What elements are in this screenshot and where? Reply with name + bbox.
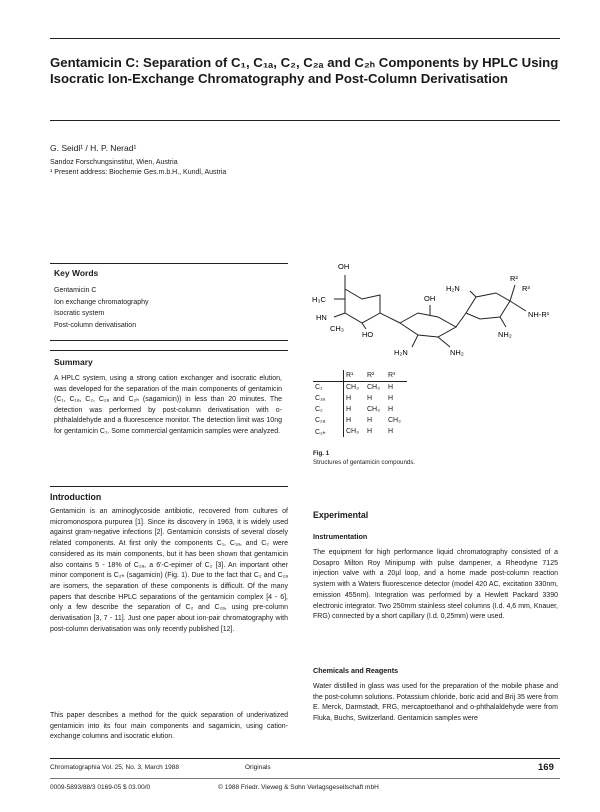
label-nhr1: NH-R¹: [528, 310, 550, 319]
footer-journal: Chromatographia Vol. 25, No. 3, March 1988: [50, 764, 179, 771]
table-cell: H: [346, 406, 352, 413]
footer-rule: [50, 758, 560, 759]
figure-caption-label: Fig. 1: [313, 450, 330, 457]
table-cell: C₂ₐ: [313, 415, 344, 426]
table-header-cell: [313, 370, 344, 382]
table-row: [313, 404, 407, 415]
table-row: [313, 382, 407, 394]
footer-rule-bottom: [50, 778, 560, 779]
label-hn: HN: [316, 313, 327, 322]
figure-caption: [313, 450, 563, 467]
table-cell: H: [366, 428, 373, 435]
label-oh-top: OH: [338, 262, 350, 271]
table-cell: H: [346, 417, 352, 424]
table-header-cell: R²: [365, 370, 386, 382]
gentamicin-structure-diagram: [300, 255, 570, 370]
present-address: ¹ Present address: Biochemie Ges.m.b.H., Kundl, Austria: [50, 169, 227, 176]
table-cell: H: [366, 417, 373, 424]
label-oh-mid: OH: [424, 294, 436, 303]
substituent-table-wrap: [313, 370, 407, 437]
table-header-row: [313, 370, 407, 382]
keyword-item: Isocratic system: [54, 310, 105, 317]
table-cell: CH₃: [346, 384, 359, 391]
summary-text: A HPLC system, using a strong cation exchanger and isocratic elution, was developed for the separation of the main components of gentamicin (C₁, C₁ₐ, C₂, C₂ₐ and C₂ₕ (sagamicin)) in less than 20 minutes. The detection was performed by post-column derivatisation with o-phthalaldehyde and a fluorescence monitor. The detection limit was 10ng for gentamicin C₁. Some commercial gentamicin samples were analyzed.: [54, 375, 282, 435]
table-cell: CH₃: [387, 417, 401, 424]
table-cell: H: [366, 395, 373, 402]
table-cell: CH₃: [366, 406, 380, 413]
footer-type: Originals: [245, 764, 271, 771]
table-cell: H: [346, 395, 352, 402]
introduction-p2: This paper describes a method for the quick separation of underivatized gentamicin into its four main components and sagamicin, using cation-exchange columns and isocratic elution.: [50, 712, 288, 741]
table-cell: H: [387, 406, 393, 413]
table-header-cell: R¹: [344, 370, 365, 382]
introduction-p1: Gentamicin is an aminoglycoside antibiotic, recovered from cultures of micromonospora purpurea [1]. Since its discovery in 1963, it is widely used against gram-negative infections [2]. Gentamicin consists of several closely related components. At first only the components C₁, C₁ₐ, and C₂ were considered as its main components, but it has been shown that gentamicin also contains 5 - 18% of C₂ₐ, a 6'-C-epimer of C₂ [3]. An important other minor component is C₂ₕ (sagamicin) (Fig. 1). Due to the fact that C₂ and C₂ₐ are isomers, the separation of these components is difficult. Of the many papers that describe HPLC separations of the gentamicin complex [4 - 6], only a few describe the separation of C₂ and C₂ₐ, using pre-column derivatisation [3, 7 - 11]. Just one paper about ion-pair chromatography with post-column derivatisation was only recently published [12].: [50, 508, 288, 633]
label-r3: R³: [522, 284, 530, 293]
figure-caption-text: Structures of gentamicin compounds.: [313, 458, 416, 466]
keywords-heading: Key Words: [54, 268, 99, 278]
title-rule: [50, 120, 560, 121]
table-header-cell: R³: [386, 370, 407, 382]
table-row: [313, 393, 407, 404]
label-h3c: H₃C: [312, 295, 326, 304]
label-h2n-right: H₂N: [446, 284, 460, 293]
keywords-list: [54, 285, 149, 331]
summary-heading: Summary: [54, 357, 93, 367]
affiliation: Sandoz Forschungsinstitut, Wien, Austria: [50, 159, 178, 166]
article-title: Gentamicin C: Separation of C₁, C₁ₐ, C₂, C₂ₐ and C₂ₕ Components by HPLC Using Isocratic Ion-Exchange Chromatography and Post-Column Derivatisation: [50, 55, 559, 86]
label-nh2-bottom: NH₂: [450, 348, 464, 357]
footer-copyright: © 1988 Friedr. Vieweg & Sohn Verlagsgesellschaft mbH: [218, 784, 379, 791]
instrumentation-heading: Instrumentation: [313, 532, 368, 541]
label-r2: R²: [510, 274, 518, 283]
label-ch3: CH₃: [330, 324, 344, 333]
introduction-heading: Introduction: [50, 492, 102, 502]
header-rule: [50, 38, 560, 39]
table-cell: H: [387, 384, 393, 391]
label-h2n-bottom: H₂N: [394, 348, 408, 357]
affiliation-block: [50, 158, 350, 178]
experimental-heading: Experimental: [313, 510, 369, 520]
substituent-table: [313, 370, 407, 437]
keyword-item: Ion exchange chromatography: [54, 298, 149, 306]
table-row: [313, 415, 407, 426]
table-cell: C₁ₐ: [313, 393, 344, 404]
authors: G. Seidl¹ / H. P. Nerad¹: [50, 143, 137, 153]
page-number: 169: [538, 762, 554, 773]
table-cell: H: [387, 428, 393, 435]
table-cell: CH₃: [366, 384, 380, 391]
table-cell: C₂ₕ: [313, 426, 344, 437]
instrumentation-text: The equipment for high performance liquid chromatography consisted of a Dosapro Milton Roy Minipump with pulse dampener, a Rheodyne 7125 injection valve with a 20µl loop, and a home made post-column reaction system with a Waters fluorescence detector (model 420 AC, excitation 330nm, emission 455nm). Integration was performed by a Hewlett Packard 3390 electronic integrator. Two 250mm stainless steel columns (I.d. 4,6 mm, Knauer, FRG) connected by a short capillary (I.d. 0,25mm) were used.: [313, 549, 558, 621]
chemicals-text: Water distilled in glass was used for the preparation of the mobile phase and the post-column solutions. Potassium chloride, boric acid and Brij 35 were from E. Merck, Darmstadt, FRG, mercaptoethanol and o-phthalaldehyde were from Fluka, Buchs, Switzerland. Gentamicin samples were: [313, 683, 558, 723]
table-cell: H: [387, 395, 393, 402]
table-row: [313, 426, 407, 437]
label-ho: HO: [362, 330, 374, 339]
table-cell: C₁: [313, 382, 344, 394]
table-cell: C₂: [313, 404, 344, 415]
footer-issn: 0009-5893/88/3 0169-05 $ 03.00/0: [50, 784, 151, 791]
keyword-item: Post-column derivatisation: [54, 321, 137, 329]
keyword-item: Gentamicin C: [54, 287, 97, 294]
table-cell: CH₃: [346, 428, 359, 435]
label-nh2-right: NH₂: [498, 330, 512, 339]
chemicals-heading: Chemicals and Reagents: [313, 666, 399, 675]
